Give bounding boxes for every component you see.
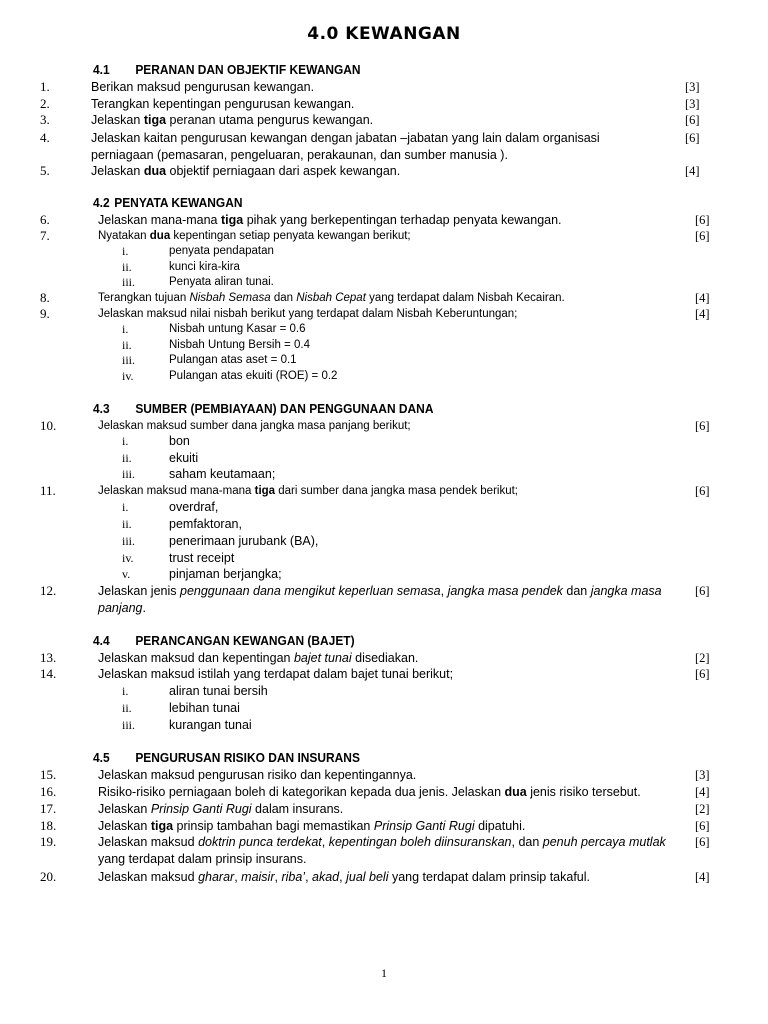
question-number: 2. <box>40 96 50 111</box>
question-mark: [6] <box>695 584 710 598</box>
page-number: 1 <box>381 966 387 980</box>
question-text: Jelaskan tiga prinsip tambahan bagi memastikan Prinsip Ganti Rugi dipatuhi. <box>98 819 526 833</box>
question-number: 20. <box>40 869 57 884</box>
question-number: 18. <box>40 818 57 833</box>
question-text: Terangkan tujuan Nisbah Semasa dan Nisbah Cepat yang terdapat dalam Nisbah Kecairan. <box>98 292 565 304</box>
question-text: Jelaskan dua objektif perniagaan dari aspek kewangan. <box>91 164 401 178</box>
question-number: 8. <box>40 290 50 305</box>
question-text: Jelaskan maksud mana-mana tiga dari sumber dana jangka masa pendek berikut; <box>98 485 518 497</box>
section-heading-4-3 <box>93 401 433 416</box>
question-text: Berikan maksud pengurusan kewangan. <box>91 80 315 94</box>
question-mark: [4] <box>695 291 710 305</box>
question-number: 16. <box>40 784 57 799</box>
question-mark: [6] <box>685 131 700 145</box>
question-mark: [2] <box>695 802 710 816</box>
section-title: PENYATA KEWANGAN <box>114 195 243 210</box>
question-text: Jelaskan mana-mana tiga pihak yang berkepentingan terhadap penyata kewangan. <box>98 213 562 227</box>
question-number: 13. <box>40 650 57 665</box>
section-number: 4.4 <box>93 633 110 648</box>
section-heading-4-5 <box>93 750 360 765</box>
question-mark: [6] <box>695 484 710 498</box>
question-number: 9. <box>40 306 50 321</box>
question-mark: [2] <box>695 651 710 665</box>
question-text: Jelaskan kaitan pengurusan kewangan dengan jabatan –jabatan yang lain dalam organisasi perniagaan (pemasaran, pengeluaran, perakaunan, dan sumber manusia ). <box>91 131 600 162</box>
section-heading-4-2 <box>93 195 242 210</box>
section-title: PERANCANGAN KEWANGAN (BAJET) <box>135 633 355 648</box>
question-mark: [6] <box>695 229 710 243</box>
question-text: Jelaskan maksud doktrin punca terdekat, kepentingan boleh diinsuranskan, dan penuh percaya mutlak yang terdapat dalam prinsip insurans. <box>98 835 666 866</box>
question-mark: [4] <box>695 307 710 321</box>
question-mark: [3] <box>685 80 700 94</box>
section-number: 4.1 <box>93 62 110 77</box>
question-text: Jelaskan maksud istilah yang terdapat dalam bajet tunai berikut; <box>98 667 454 681</box>
question-mark: [4] <box>695 785 710 799</box>
question-text: Risiko-risiko perniagaan boleh di kategorikan kepada dua jenis. Jelaskan dua jenis risiko tersebut. <box>98 785 641 799</box>
question-number: 14. <box>40 666 57 681</box>
section-number: 4.3 <box>93 401 110 416</box>
question-number: 7. <box>40 228 50 243</box>
question-number: 3. <box>40 112 50 127</box>
question-text: Jelaskan maksud nilai nisbah berikut yang terdapat dalam Nisbah Keberuntungan; <box>98 308 518 320</box>
question-number: 17. <box>40 801 57 816</box>
question-mark: [3] <box>685 97 700 111</box>
question-mark: [6] <box>685 113 700 127</box>
question-number: 12. <box>40 583 57 598</box>
question-text: Jelaskan maksud dan kepentingan bajet tunai disediakan. <box>98 651 419 665</box>
question-text: Jelaskan jenis penggunaan dana mengikut keperluan semasa, jangka masa pendek dan jangka masa panjang. <box>98 584 662 615</box>
question-text: Jelaskan Prinsip Ganti Rugi dalam insurans. <box>98 802 344 816</box>
question-mark: [6] <box>695 835 710 849</box>
section-heading-4-1 <box>93 62 361 77</box>
question-number: 19. <box>40 834 57 849</box>
question-text: Jelaskan maksud gharar, maisir, riba’, akad, jual beli yang terdapat dalam prinsip takaful. <box>98 870 590 884</box>
question-text: Jelaskan tiga peranan utama pengurus kewangan. <box>91 113 374 127</box>
section-number: 4.5 <box>93 750 110 765</box>
question-text: Jelaskan maksud sumber dana jangka masa panjang berikut; <box>98 420 411 432</box>
question-number: 6. <box>40 212 50 227</box>
question-mark: [6] <box>695 419 710 433</box>
question-mark: [3] <box>695 768 710 782</box>
page-title: 4.0 KEWANGAN <box>307 24 461 44</box>
question-number: 4. <box>40 130 50 145</box>
question-number: 5. <box>40 163 50 178</box>
question-mark: [4] <box>695 870 710 884</box>
question-number: 1. <box>40 79 50 94</box>
question-number: 15. <box>40 767 57 782</box>
question-mark: [4] <box>685 164 700 178</box>
section-number: 4.2 <box>93 195 110 210</box>
section-title: PERANAN DAN OBJEKTIF KEWANGAN <box>135 62 361 77</box>
question-mark: [6] <box>695 213 710 227</box>
question-number: 11. <box>40 483 56 498</box>
section-title: SUMBER (PEMBIAYAAN) DAN PENGGUNAAN DANA <box>135 401 434 416</box>
question-text: Nyatakan dua kepentingan setiap penyata kewangan berikut; <box>98 230 411 242</box>
question-mark: [6] <box>695 819 710 833</box>
question-text: Terangkan kepentingan pengurusan kewangan. <box>91 97 355 111</box>
section-heading-4-4 <box>93 633 355 648</box>
question-mark: [6] <box>695 667 710 681</box>
section-title: PENGURUSAN RISIKO DAN INSURANS <box>135 750 360 765</box>
question-text: Jelaskan maksud pengurusan risiko dan kepentingannya. <box>98 768 417 782</box>
question-number: 10. <box>40 418 57 433</box>
